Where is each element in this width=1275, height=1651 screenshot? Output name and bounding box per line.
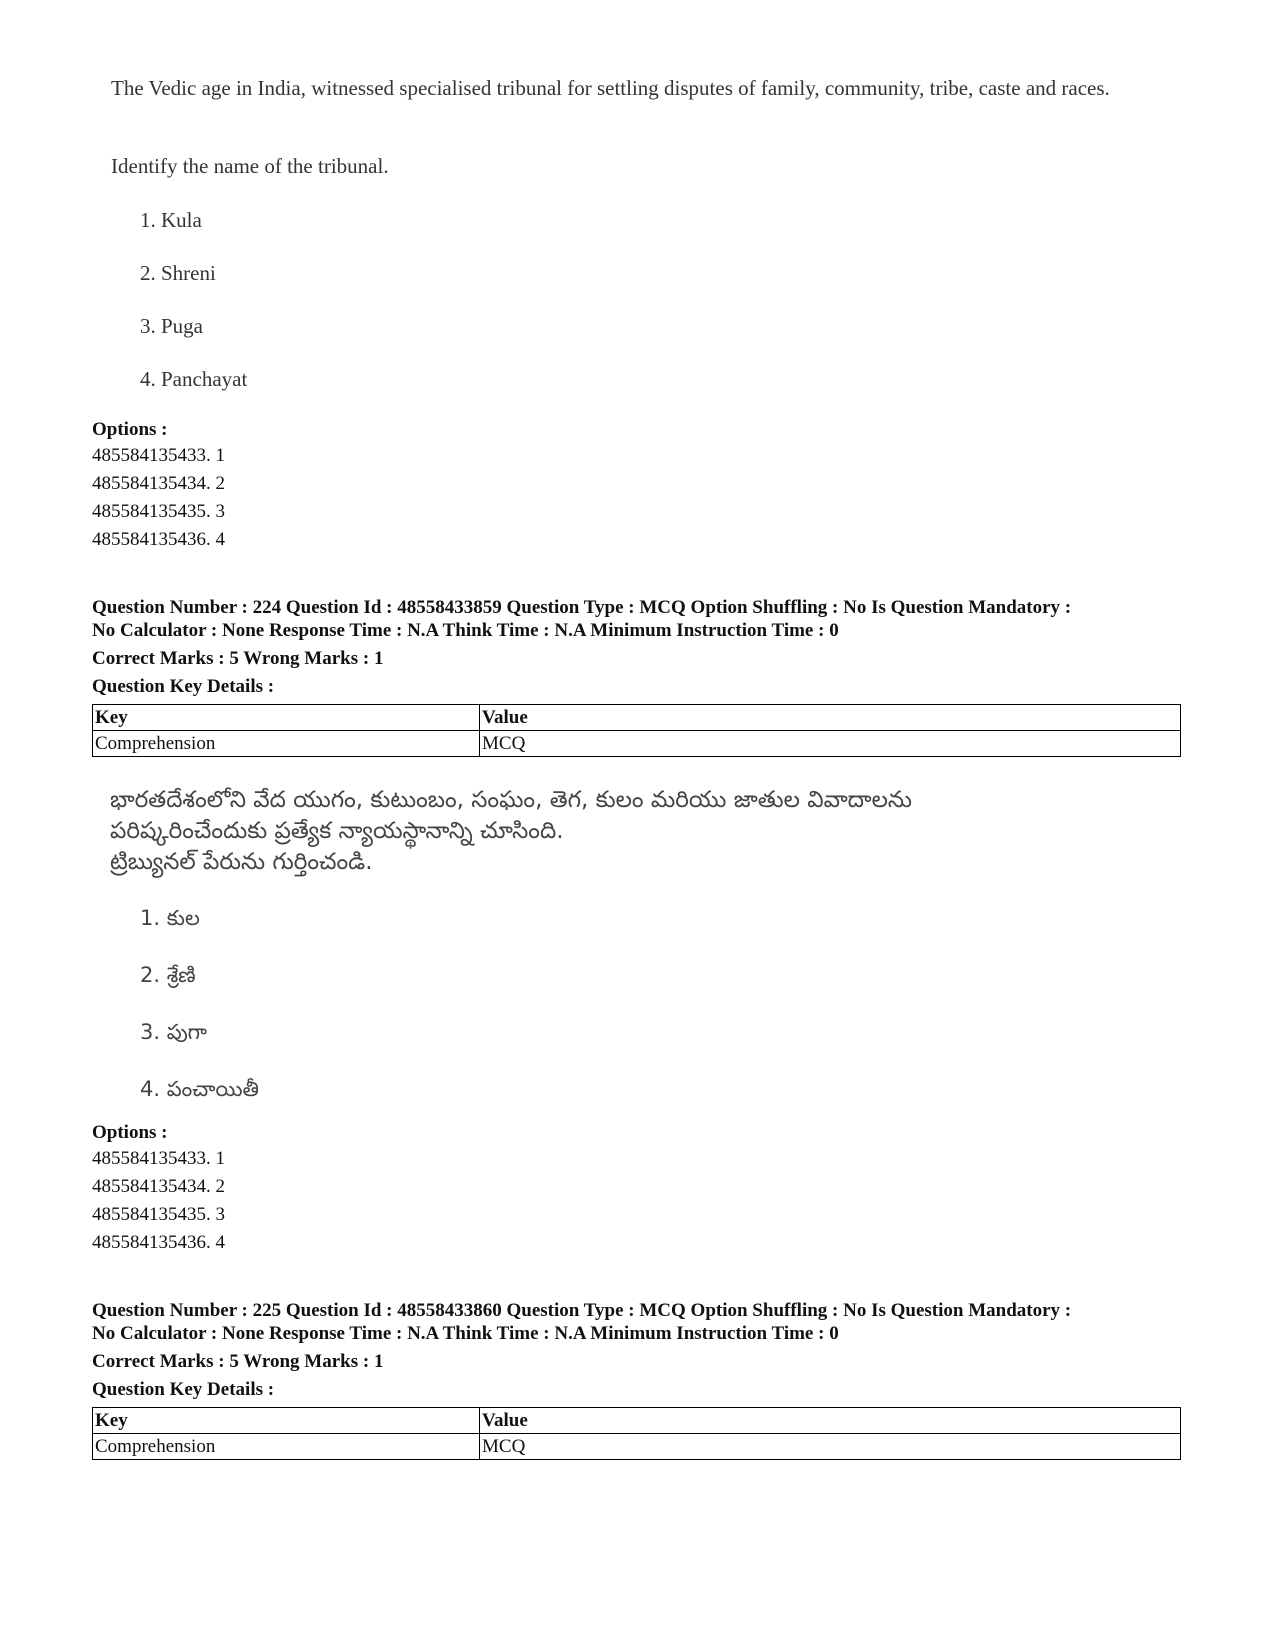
question-key-table <box>92 704 1181 757</box>
choice-te-4: 4. పంచాయితీ <box>140 1077 259 1101</box>
question-meta-line2: No Calculator : None Response Time : N.A Think Time : N.A Minimum Instruction Time : 0 <box>92 1323 839 1344</box>
options-label: Options : <box>92 1122 168 1143</box>
table-row <box>93 731 1181 757</box>
question-prompt-en: Identify the name of the tribunal. <box>111 154 389 178</box>
question-text-en: The Vedic age in India, witnessed specialised tribunal for settling disputes of family, community, tribe, caste and races. <box>111 76 1110 100</box>
table-header-row <box>93 705 1181 731</box>
question-key-details-label: Question Key Details : <box>92 676 275 697</box>
table-header-row <box>93 1408 1181 1434</box>
option-row: 485584135433. 1 <box>92 445 225 466</box>
choice-te-1: 1. కుల <box>140 906 200 930</box>
question-meta-line1: Question Number : 224 Question Id : 48558433859 Question Type : MCQ Option Shuffling : No Is Question Mandatory : <box>92 597 1072 618</box>
choice-en-4: 4. Panchayat <box>140 367 248 391</box>
choice-en-2: 2. Shreni <box>140 261 216 285</box>
question-meta-line2: No Calculator : None Response Time : N.A Think Time : N.A Minimum Instruction Time : 0 <box>92 620 839 641</box>
option-row: 485584135436. 4 <box>92 529 225 550</box>
table-cell-key: Comprehension <box>93 731 480 757</box>
option-row: 485584135434. 2 <box>92 1176 225 1197</box>
table-cell-value: MCQ <box>480 731 1181 757</box>
option-row: 485584135433. 1 <box>92 1148 225 1169</box>
question-key-details-label: Question Key Details : <box>92 1379 275 1400</box>
question-meta-line1: Question Number : 225 Question Id : 48558433860 Question Type : MCQ Option Shuffling : No Is Question Mandatory : <box>92 1300 1072 1321</box>
options-label: Options : <box>92 419 168 440</box>
option-row: 485584135436. 4 <box>92 1232 225 1253</box>
table-header-key: Key <box>93 1408 480 1434</box>
question-text-te-line2: పరిష్కరించేందుకు ప్రత్యేక న్యాయస్థానాన్ని చూసింది. <box>110 818 564 844</box>
choice-en-1: 1. Kula <box>140 208 202 232</box>
table-header-value: Value <box>480 1408 1181 1434</box>
question-key-table <box>92 1407 1181 1460</box>
question-marks: Correct Marks : 5 Wrong Marks : 1 <box>92 648 384 669</box>
table-row <box>93 1434 1181 1460</box>
question-prompt-te: ట్రిబ్యునల్ పేరును గుర్తించండి. <box>110 849 373 875</box>
table-cell-key: Comprehension <box>93 1434 480 1460</box>
option-row: 485584135435. 3 <box>92 1204 225 1225</box>
question-text-te-line1: భారతదేశంలోని వేద యుగం, కుటుంబం, సంఘం, తెగ, కులం మరియు జాతుల వివాదాలను <box>110 787 913 813</box>
table-cell-value: MCQ <box>480 1434 1181 1460</box>
option-row: 485584135435. 3 <box>92 501 225 522</box>
choice-te-3: 3. పుగా <box>140 1020 208 1044</box>
question-marks: Correct Marks : 5 Wrong Marks : 1 <box>92 1351 384 1372</box>
table-header-value: Value <box>480 705 1181 731</box>
option-row: 485584135434. 2 <box>92 473 225 494</box>
choice-te-2: 2. శ్రేణి <box>140 963 196 987</box>
choice-en-3: 3. Puga <box>140 314 203 338</box>
table-header-key: Key <box>93 705 480 731</box>
